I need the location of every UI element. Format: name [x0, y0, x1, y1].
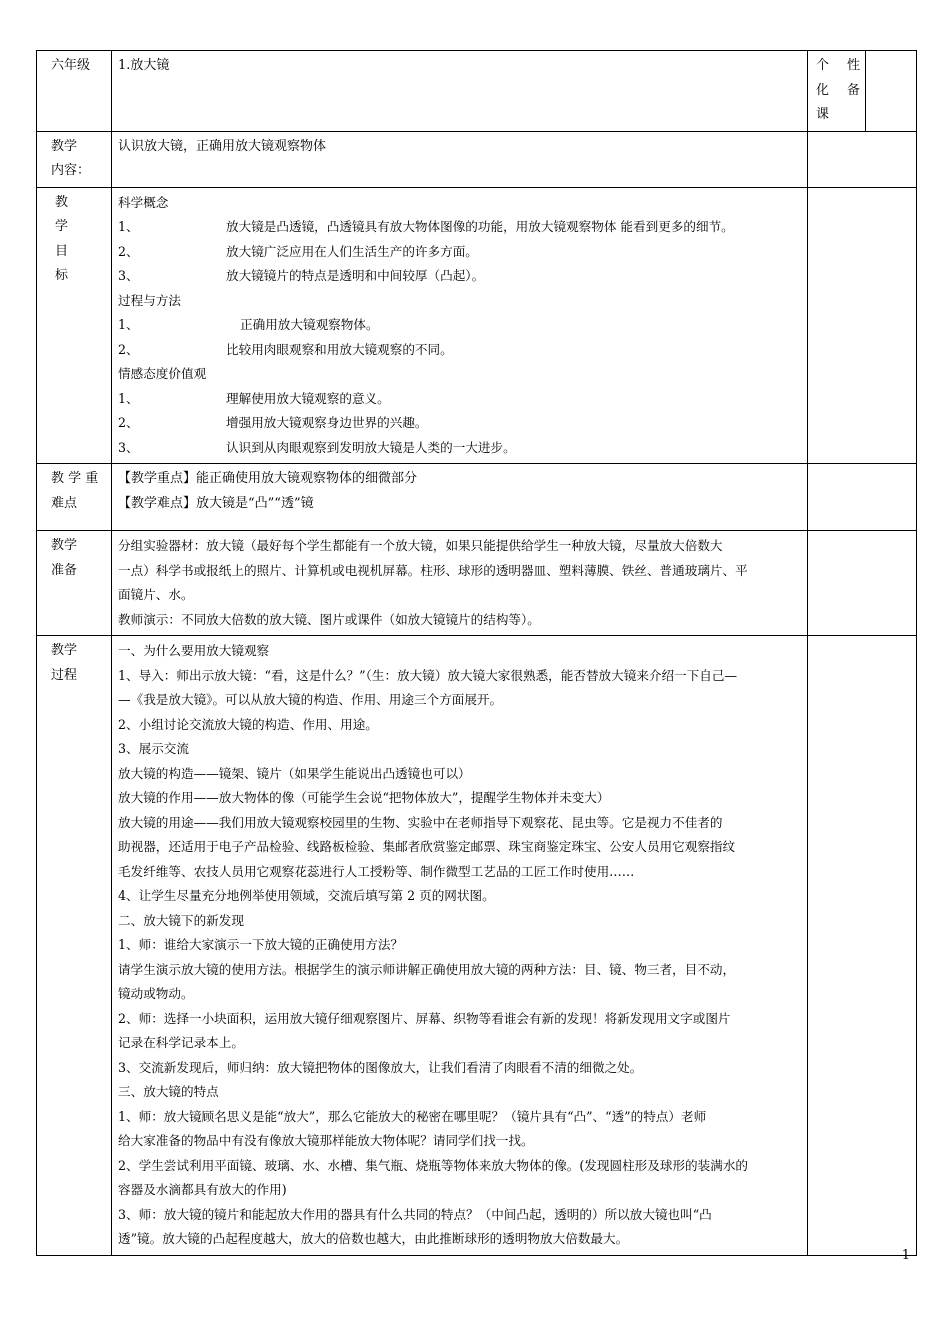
prep-label-cell [37, 531, 112, 636]
goals-label: 标 [55, 268, 69, 283]
process-line: 镜动或物动。 [118, 986, 194, 1001]
keypoints-label: 难点 [51, 495, 78, 511]
keypoints-text-cell [112, 464, 808, 531]
process-line: 4、让学生尽量充分地例举使用领域，交流后填写第 2 页的网状图。 [118, 888, 495, 903]
process-notes-cell [808, 636, 917, 1256]
list-item: 2、 增强用放大镜观察身边世界的兴趣。 [118, 415, 428, 430]
list-item: 2、 比较用肉眼观察和用放大镜观察的不同。 [118, 341, 453, 357]
process-line: 毛发纤维等、农技人员用它观察花蕊进行人工授粉等、制作微型工艺品的工匠工作时使用…… [118, 863, 635, 879]
goals-label: 教 [55, 194, 69, 210]
goals-label: 学 [55, 219, 69, 234]
process-label: 教学 [51, 643, 78, 658]
prep-line: 教师演示：不同放大倍数的放大镜、图片或课件（如放大镜镜片的结构等）。 [118, 611, 540, 627]
process-line: 2、师：选择一小块面积，运用放大镜仔细观察图片、屏幕、织物等看谁会有新的发现！将新发现用文字或图片 [118, 1010, 731, 1026]
goals-notes-cell [808, 187, 917, 464]
section-title: 过程与方法 [118, 292, 181, 308]
list-item: 1、 理解使用放大镜观察的意义。 [118, 390, 390, 406]
list-item: 1、 放大镜是凸透镜，凸透镜具有放大物体图像的功能，用放大镜观察物体 能看到更多的细节。 [118, 219, 734, 234]
keypoints-notes-cell [808, 464, 917, 531]
key-point: 【教学重点】能正确使用放大镜观察物体的细微部分 [118, 471, 418, 486]
prep-text-cell [112, 531, 808, 636]
prep-line: 分组实验器材：放大镜（最好每个学生都能有一个放大镜，如果只能提供给学生一种放大镜，尽量放大倍数大 [118, 538, 723, 553]
process-line: 1、导入：师出示放大镜：“看，这是什么？”（生：放大镜）放大镜大家很熟悉，能否替放大镜来介绍一下自己— [118, 667, 738, 683]
keypoints-row [37, 464, 917, 531]
personal-notes-header [808, 51, 866, 132]
content-label-cell [37, 131, 112, 187]
prep-label: 教学 [51, 538, 78, 553]
process-line: 1、师：放大镜顾名思义是能“放大”，那么它能放大的秘密在哪里呢？（镜片具有“凸”、“透”的特点）老师 [118, 1108, 707, 1124]
goals-text-cell [112, 187, 808, 464]
content-label: 教学 [51, 138, 78, 154]
section-title: 科学概念 [118, 194, 169, 210]
prep-line: 面镜片、水。 [118, 587, 194, 602]
goals-label: 目 [55, 243, 69, 259]
lesson-title: 1.放大镜 [118, 58, 170, 73]
process-text-cell [112, 636, 808, 1256]
process-line: 三、放大镜的特点 [118, 1084, 219, 1099]
process-line: 二、放大镜下的新发现 [118, 912, 244, 928]
side-char: 课 [816, 107, 830, 122]
keypoints-label: 教 学 重 [51, 471, 99, 486]
process-line: 请学生演示放大镜的使用方法。根据学生的演示师讲解正确使用放大镜的两种方法：目、镜、物三者，目不动， [118, 961, 736, 977]
process-line: —《我是放大镜》。可以从放大镜的构造、作用、用途三个方面展开。 [118, 692, 503, 707]
lesson-plan-table [36, 50, 917, 1256]
extra-margin-cell [866, 51, 917, 132]
side-char: 性 [847, 58, 861, 73]
process-label: 过程 [51, 667, 78, 683]
content-text: 认识放大镜，正确用放大镜观察物体 [118, 138, 327, 154]
page-number: 1 [901, 1248, 910, 1263]
process-line: 记录在科学记录本上。 [118, 1035, 244, 1050]
list-item: 3、 放大镜镜片的特点是透明和中间较厚（凸起）。 [118, 268, 485, 283]
process-line: 放大镜的构造——镜架、镜片（如果学生能说出凸透镜也可以） [118, 765, 471, 781]
process-line: 透”镜。放大镜的凸起程度越大，放大的倍数也越大，由此推断球形的透明物放大倍数最大。 [118, 1231, 629, 1246]
side-char: 化 [816, 82, 830, 98]
difficult-point: 【教学难点】放大镜是“凸”“透”镜 [118, 495, 314, 511]
side-char: 备 [847, 82, 861, 98]
keypoints-label-cell [37, 464, 112, 531]
side-char: 个 [816, 58, 830, 73]
process-line: 助视器，还适用于电子产品检验、线路板检验、集邮者欣赏鉴定邮票、珠宝商鉴定珠宝、公安人员用它观察指纹 [118, 839, 736, 854]
process-line: 3、交流新发现后，师归纳：放大镜把物体的图像放大，让我们看清了肉眼看不清的细微之处。 [118, 1059, 643, 1075]
process-line: 放大镜的用途——我们用放大镜观察校园里的生物、实验中在老师指导下观察花、昆虫等。它是视力不佳者的 [118, 814, 723, 830]
lesson-title-cell [112, 51, 808, 132]
prep-notes-cell [808, 531, 917, 636]
content-label: 内容： [51, 163, 91, 178]
process-line: 3、展示交流 [118, 741, 189, 756]
process-row [37, 636, 917, 1256]
process-line: 给大家准备的物品中有没有像放大镜那样能放大物体呢？请同学们找一找。 [118, 1133, 534, 1148]
content-row [37, 131, 917, 187]
list-item: 2、 放大镜广泛应用在人们生活生产的许多方面。 [118, 243, 478, 259]
header-row [37, 51, 917, 132]
grade-cell [37, 51, 112, 132]
process-line: 1、师：谁给大家演示一下放大镜的正确使用方法？ [118, 937, 404, 952]
process-line: 一、为什么要用放大镜观察 [118, 643, 270, 658]
process-label-cell [37, 636, 112, 1256]
content-notes-cell [808, 131, 917, 187]
process-line: 2、学生尝试利用平面镜、玻璃、水、水槽、集气瓶、烧瓶等物体来放大物体的像。(发现圆柱形及球形的装满水的 [118, 1157, 749, 1173]
process-line: 3、师：放大镜的镜片和能起放大作用的器具有什么共同的特点？（中间凸起，透明的）所以放大镜也叫“凸 [118, 1206, 712, 1222]
section-title: 情感态度价值观 [118, 366, 207, 381]
goals-label-cell [37, 187, 112, 464]
process-line: 容器及水滴都具有放大的作用) [118, 1182, 287, 1197]
process-line: 放大镜的作用——放大物体的像（可能学生会说“把物体放大”，提醒学生物体并未变大） [118, 790, 610, 805]
goals-row [37, 187, 917, 464]
prep-label: 准备 [51, 562, 78, 578]
prep-line: 一点）科学书或报纸上的照片、计算机或电视机屏幕。柱形、球形的透明器皿、塑料薄膜、铁丝、普通玻璃片、平 [118, 562, 748, 578]
prep-row [37, 531, 917, 636]
content-text-cell [112, 131, 808, 187]
list-item: 1、 正确用放大镜观察物体。 [118, 317, 379, 332]
list-item: 3、 认识到从肉眼观察到发明放大镜是人类的一大进步。 [118, 439, 516, 455]
grade-label: 六年级 [51, 58, 91, 73]
process-line: 2、小组讨论交流放大镜的构造、作用、用途。 [118, 716, 378, 732]
